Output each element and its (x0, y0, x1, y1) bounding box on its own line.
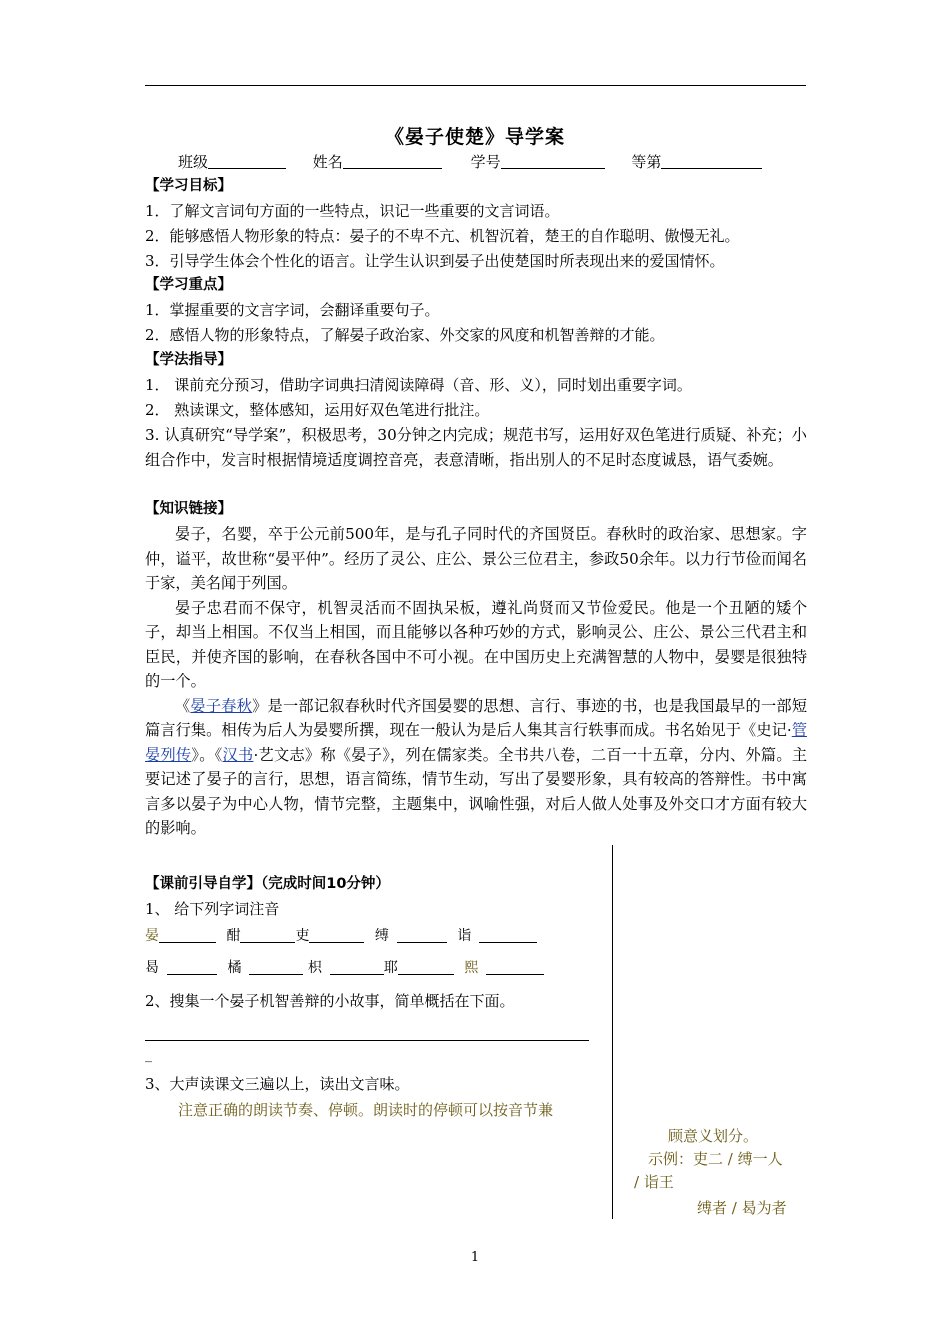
char-item: 橘 (227, 960, 242, 976)
rank-label: 等第 (631, 153, 662, 171)
link-yanzichunqiu[interactable]: 晏子春秋 (190, 696, 253, 715)
char-item: 酣 (226, 928, 241, 944)
answer-blank[interactable] (159, 928, 216, 943)
pinyin-row-1 (145, 926, 537, 946)
char-item: 晏 (145, 928, 159, 944)
answer-blank[interactable] (330, 960, 384, 975)
column-divider (612, 845, 613, 1219)
answer-dash: _ (145, 1047, 152, 1063)
question-2: 2、搜集一个晏子机智善辩的小故事，简单概括在下面。 (145, 992, 515, 1010)
name-label: 姓名 (312, 153, 343, 171)
pinyin-row-2 (145, 958, 544, 978)
goal-item: 3．引导学生体会个性化的语言。让学生认识到晏子出使楚国时所表现出来的爱国情怀。 (145, 252, 725, 270)
char-item: 诣 (457, 928, 472, 944)
focus-item: 2．感悟人物的形象特点，了解晏子政治家、外交家的风度和机智善辩的才能。 (145, 326, 665, 344)
focus-item: 1．掌握重要的文言字词，会翻译重要句子。 (145, 301, 440, 319)
method-item-3 (145, 423, 807, 472)
method-item: 2． 熟读课文，整体感知，运用好双色笔进行批注。 (145, 401, 490, 419)
answer-blank[interactable] (397, 928, 447, 943)
name-field[interactable] (343, 153, 442, 169)
answer-blank[interactable] (479, 928, 537, 943)
answer-blank[interactable] (398, 960, 454, 975)
link-guanyanliezhuan[interactable]: 管晏列传 (145, 721, 808, 764)
page-number: 1 (470, 1250, 480, 1265)
goal-item: 1．了解文言词句方面的一些特点，识记一些重要的文言词语。 (145, 202, 560, 220)
page-title: 《晏子使楚》导学案 (384, 126, 565, 148)
method-heading: 【学法指导】 (145, 352, 232, 368)
answer-blank[interactable] (167, 960, 217, 975)
knowledge-paragraph: 晏子忠君而不保守，机智灵活而不固执呆板，遵礼尚贤而又节俭爱民。他是一个丑陋的矮个子，却当上相国。不仅当上相国，而且能够以各种巧妙的方式，影响灵公、庄公、景公三代君主和臣民，并使齐国的影响，在春秋各国中不可小视。在中国历史上充满智慧的人物中，晏婴是很独特的一个。 (145, 598, 807, 690)
question-3: 3、大声读课文三遍以上，读出文言味。 (145, 1075, 410, 1093)
rank-field[interactable] (661, 153, 762, 169)
char-item: 熙 (464, 960, 479, 976)
id-field[interactable] (501, 153, 605, 169)
side-note-line: 示例：吏二 / 缚一人 (648, 1150, 783, 1168)
answer-blank[interactable] (249, 960, 303, 975)
method-item: 3. 认真研究“导学案”，积极思考，30分钟之内完成；规范书写，运用好双色笔进行质疑、补充；小组合作中，发言时根据情境适度调控音亮，表意清晰，指出别人的不足时态度诚恳，语气委婉。 (145, 426, 807, 469)
class-field[interactable] (208, 153, 286, 169)
side-note-line: 缚者 / 曷为者 (697, 1199, 787, 1217)
class-label: 班级 (178, 153, 209, 171)
knowledge-paragraph: 晏子，名婴，卒于公元前500年，是与孔子同时代的齐国贤臣。春秋时的政治家、思想家。字仲，谥平，故世称“晏平仲”。经历了灵公、庄公、景公三位君主，参政50余年。以力行节俭而闻名于家，美名闻于列国。 (145, 525, 807, 592)
char-item: 吏 (295, 928, 310, 944)
preview-heading: 【课前引导自学】（完成时间10分钟） (145, 876, 390, 892)
char-item: 枳 (307, 960, 322, 976)
side-note-line: 顾意义划分。 (668, 1127, 759, 1145)
student-info-line (178, 151, 762, 172)
char-item: 曷 (145, 960, 159, 976)
side-note-line: / 诣王 (634, 1173, 674, 1191)
question-1: 1、 给下列字词注音 (145, 900, 280, 918)
goal-item: 2．能够感悟人物形象的特点：晏子的不卑不亢、机智沉着，楚王的自作聪明、傲慢无礼。 (145, 227, 740, 245)
id-label: 学号 (470, 153, 501, 171)
focus-heading: 【学习重点】 (145, 277, 232, 293)
char-item: 耶 (383, 960, 398, 976)
answer-blank[interactable] (486, 960, 544, 975)
knowledge-paragraph: 《晏子春秋》是一部记叙春秋时代齐国晏婴的思想、言行、事迹的书，也是我国最早的一部短篇言行集。相传为后人为晏婴所撰，现在一般认为是后人集其言行轶事而成。书名始见于《史记·管晏列传》。《汉书·艺文志》称《晏子》，列在儒家类。全书共八卷，二百一十五章，分内、外篇。主要记述了晏子的言行，思想，语言简练，情节生动，写出了晏婴形象，具有较高的答辩性。书中寓言多以晏子为中心人物，情节完整，主题集中，讽喻性强，对后人做人处事及外交口才方面有较大的影响。 (145, 696, 808, 837)
reading-note: 注意正确的朗读节奏、停顿。朗读时的停顿可以按音节兼 (178, 1101, 554, 1119)
top-rule (145, 85, 806, 86)
answer-blank[interactable] (240, 928, 295, 943)
goals-heading: 【学习目标】 (145, 178, 232, 194)
answer-line[interactable] (145, 1040, 589, 1041)
link-hanshu[interactable]: 汉书 (222, 745, 254, 764)
method-item: 1． 课前充分预习，借助字词典扫清阅读障碍（音、形、义），同时划出重要字词。 (145, 376, 692, 394)
char-item: 缚 (374, 928, 389, 944)
answer-blank[interactable] (309, 928, 364, 943)
knowledge-heading: 【知识链接】 (145, 501, 232, 517)
knowledge-body (145, 522, 807, 841)
